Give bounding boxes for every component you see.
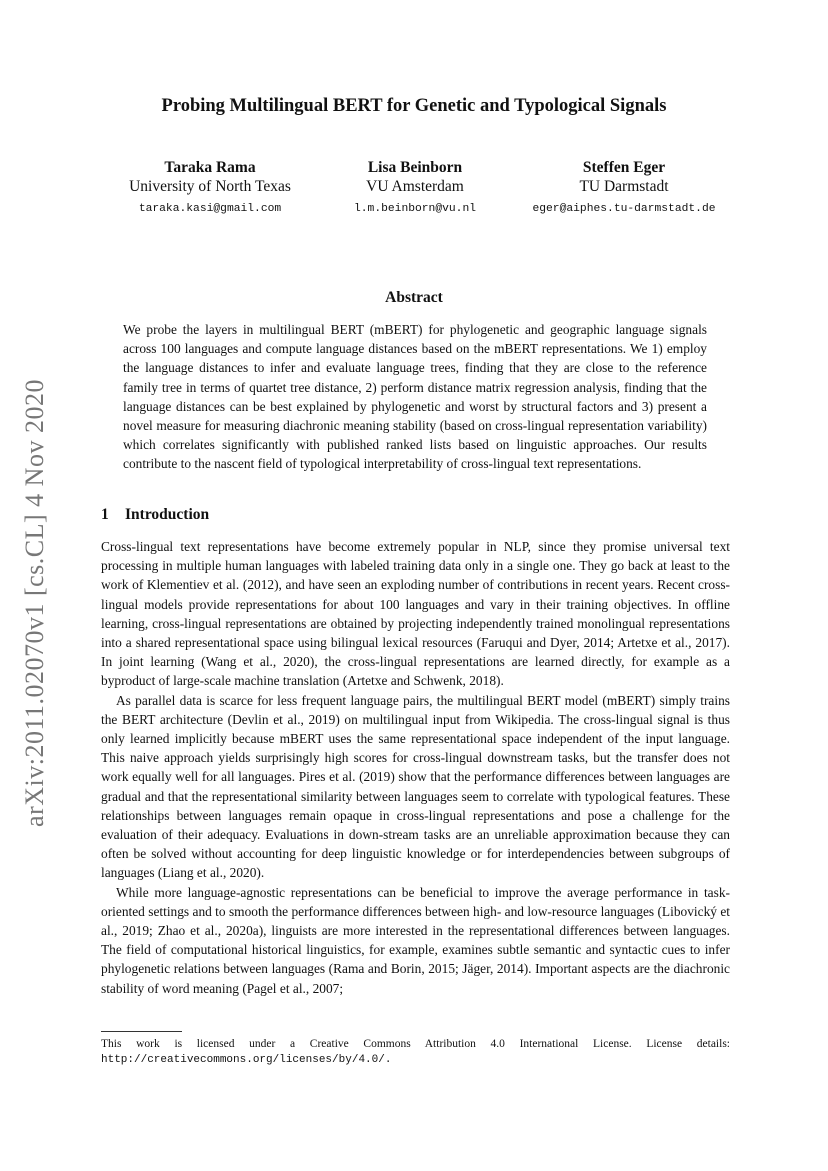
abstract-text: We probe the layers in multilingual BERT (mBERT) for phylogenetic and geographic language signals across 100 languages and compute language distances based on the mBERT representations. We 1) employ the language distances to infer and evaluate language trees, finding that they are close to the reference family tree in terms of quartet tree distance, 2) perform distance matrix regression analysis, finding that the language distances can be best explained by phylogenetic and worst by structural factors and 3) present a novel measure for measuring diachronic meaning stability (based on cross-lingual representation variability) which correlates significantly with published ranked lists based on linguistic approaches. Our results contribute to the nascent field of typological interpretability of cross-lingual text representations. [123, 322, 707, 472]
footnote-link[interactable]: http://creativecommons.org/licenses/by/4.0/. [101, 1054, 392, 1066]
author-block-3 [514, 158, 734, 220]
paragraph: As parallel data is scarce for less frequent language pairs, the multilingual BERT model (mBERT) simply trains the BERT architecture (Devlin et al., 2019) on multilingual input from Wikipedia. The cross-lingual signal is thus only learned implicitly because mBERT uses the same representational space independent of the input language. This naive approach yields surprisingly high scores for cross-lingual downstream tasks, but the transfer does not work equally well for all languages. Pires et al. (2019) show that the performance differences between languages are gradual and that the representational similarity between languages seem to correlate with typological features. These relationships between languages remain opaque in cross-lingual representations and pose a challenge for the evaluation of their adequacy. Evaluations in down-stream tasks are an unreliable approximation because they can often be solved without accounting for deep linguistic knowledge or for interdependencies between subgroups of languages (Liang et al., 2020). [101, 692, 730, 881]
footnote-text: This work is licensed under a Creative Commons Attribution 4.0 International License. License details: [101, 1038, 730, 1050]
abstract-heading: Abstract [385, 289, 443, 306]
author-affiliation: University of North Texas [129, 178, 291, 195]
author-affiliation: VU Amsterdam [366, 178, 464, 195]
paper-title: Probing Multilingual BERT for Genetic and Typological Signals [161, 96, 667, 116]
body-text [101, 537, 730, 998]
arxiv-sidebar-identifier [20, 363, 50, 843]
author-email: taraka.kasi@gmail.com [138, 203, 282, 215]
paragraph: While more language-agnostic representations can be beneficial to improve the average performance in task-oriented settings and to smooth the performance differences between high- and low-resource languages (Libovický et al., 2019; Zhao et al., 2020a), linguists are more interested in the representational differences between languages. The field of computational historical linguistics, for example, examines subtle semantic and syntactic cues to infer phylogenetic relations between languages (Rama and Borin, 2015; Jäger, 2014). Important aspects are the diachronic stability of word meaning (Pagel et al., 2007; [101, 884, 730, 996]
author-name: Steffen Eger [582, 159, 666, 176]
section-title: Introduction [125, 506, 210, 523]
paragraph: Cross-lingual text representations have become extremely popular in NLP, since they promise universal text processing in multiple human languages with labeled training data only in a single one. They go back at least to the work of Klementiev et al. (2012), and have seen an exploding number of contributions in recent years. Recent cross-lingual models provide representations for about 100 languages and vary in their training objectives. In offline learning, cross-lingual representations are obtained by projecting independently trained monolingual representations into a shared representational space using bilingual lexical resources (Faruqui and Dyer, 2014; Artetxe et al., 2017). In joint learning (Wang et al., 2020), the cross-lingual representations are learned directly, for example as a byproduct of large-scale machine translation (Artetxe and Schwenk, 2018). [101, 539, 730, 689]
author-email: l.m.beinborn@vu.nl [353, 203, 477, 215]
author-block-1 [100, 158, 320, 220]
footnote [101, 1037, 730, 1068]
author-email: eger@aiphes.tu-darmstadt.de [532, 203, 716, 215]
arxiv-id-text: arXiv:2011.02070v1 [cs.CL] 4 Nov 2020 [20, 379, 49, 827]
author-name: Lisa Beinborn [367, 159, 463, 176]
footnote-rule [101, 1031, 182, 1032]
author-name: Taraka Rama [164, 159, 256, 176]
author-block-2 [305, 158, 525, 220]
author-affiliation: TU Darmstadt [579, 178, 669, 195]
section-number: 1 [101, 506, 109, 523]
section-heading [101, 506, 209, 524]
